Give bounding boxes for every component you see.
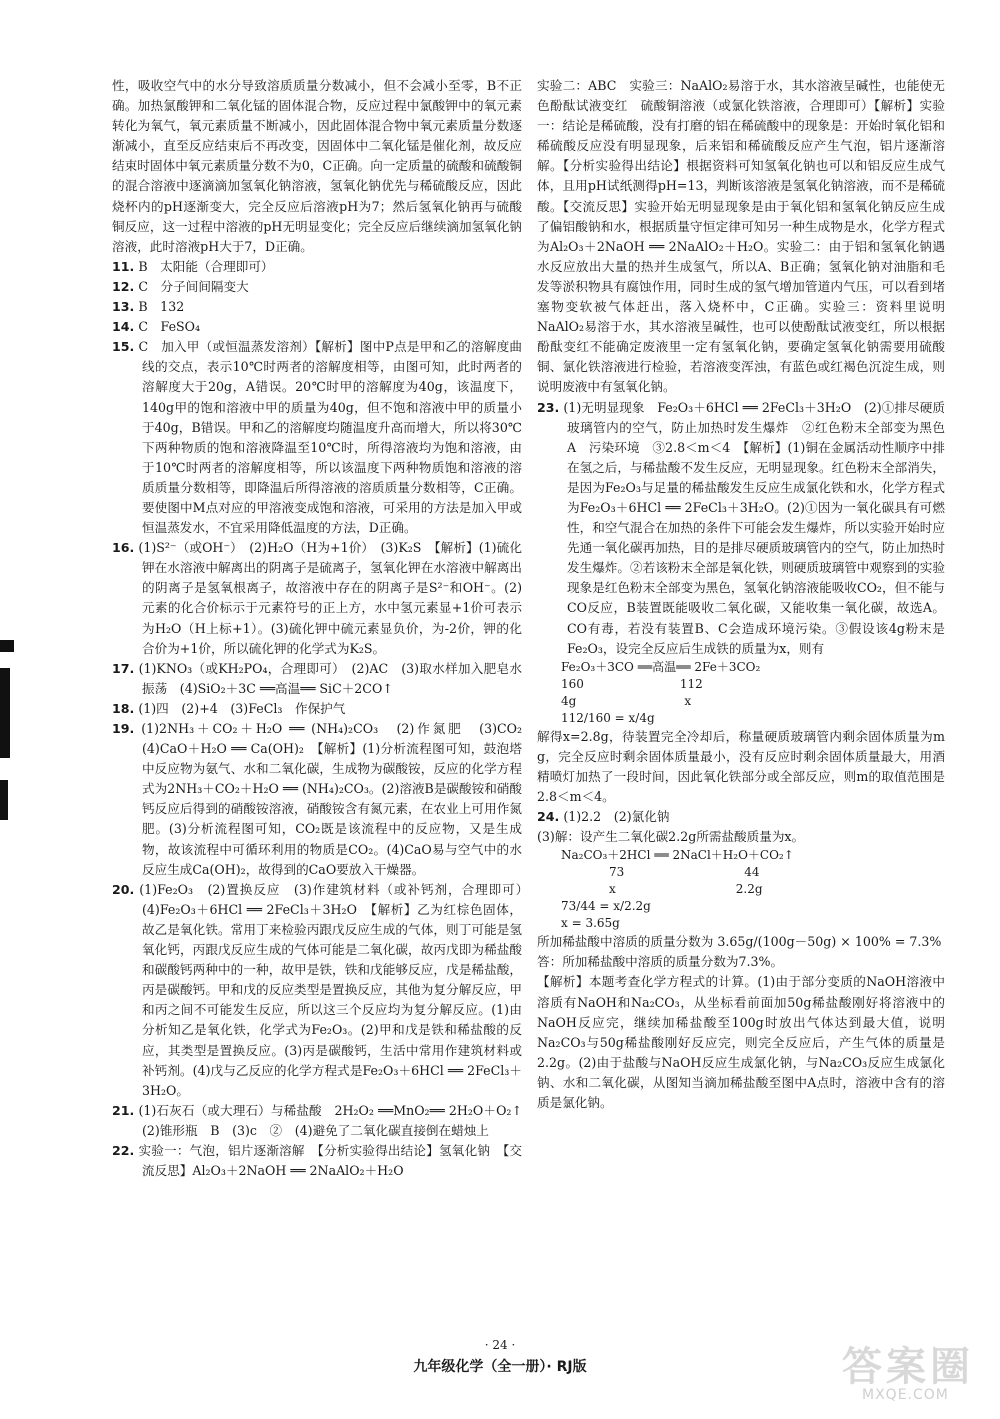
- answer-number: 21.: [112, 1102, 135, 1118]
- page-number: · 24 ·: [484, 1338, 516, 1352]
- answer-number: 23.: [537, 399, 560, 415]
- equation-line: Na₂CO₃＋2HCl ══ 2NaCl＋H₂O＋CO₂↑: [561, 848, 794, 863]
- answer-23: [537, 398, 958, 659]
- answer-number: 15.: [112, 339, 135, 355]
- answer-number: 12.: [112, 278, 135, 294]
- answer-14: [112, 317, 522, 337]
- answer-number: 18.: [112, 700, 135, 716]
- book-title: 九年级化学（全一册）· RJ版: [413, 1359, 587, 1375]
- left-continuation-paragraph: 性，吸收空气中的水分导致溶质质量分数减小，但不会减小至零，B不正确。加热氯酸钾和二氧化锰的固体混合物，反应过程中氯酸钾中的氧元素转化为氧气，氧元素质量不断减小，因此固体混合物中氧元素质量分数逐渐减小，直至反应结束后不再改变，因固体中二氧化锰是催化剂，故反应结束时固体中氧元素质量分数不为0，C正确。向一定质量的硫酸和硫酸铜的混合溶液中逐滴滴加氢氧化钠溶液，氢氧化钠优先与稀硫酸反应，因此烧杯内的pH逐渐变大，完全反应后溶液pH为7；然后氢氧化钠再与硫酸铜反应，这一过程中溶液的pH无明显变化；完全反应后继续滴加氢氧化钠溶液，此时溶液pH大于7，D正确。: [112, 78, 522, 254]
- answer-text: 实验一：气泡，铝片逐渐溶解 【分析实验得出结论】氢氧化钠 【交流反思】Al₂O₃＋2NaOH ══ 2NaAlO₂＋H₂O: [138, 1142, 522, 1179]
- answer-number: 19.: [112, 721, 135, 736]
- equation-line: Fe₂O₃＋3CO ══高温══ 2Fe＋3CO₂: [561, 659, 761, 674]
- answer-21: [112, 1101, 535, 1141]
- answer-text: C 分子间间隔变大: [138, 278, 249, 294]
- answer-number: 24.: [537, 809, 560, 825]
- answer-number: 13.: [112, 299, 135, 315]
- answer-text: (1)石灰石（或大理石）与稀盐酸 2H₂O₂ ══MnO₂══ 2H₂O＋O₂↑ (2)锥形瓶 B (3)c ② (4)避免了二氧化碳直接倒在蜡烛上: [138, 1102, 535, 1138]
- equation-line: 73/44 = x/2.2g: [561, 899, 651, 914]
- equation-line: x 2.2g: [561, 882, 763, 897]
- answer-text: (1)2NH₃＋CO₂＋H₂O ══ (NH₄)₂CO₃ (2)作氮肥 (3)CO₂ (4)CaO＋H₂O ══ Ca(OH)₂ 【解析】(1)分析流程图可知，鼓泡塔中反应物为氨气、水和二氧化碳，生成物为碳酸铵，反应的化学方程式为2NH₃＋CO₂＋H₂O ══ (NH₄)₂CO₃。(2)溶液B是碳酸铵和硝酸钙反应后得到的硝酸铵溶液，硝酸铵含有氮元素，在农业上可用作氮肥。(3)分析流程图可知，CO₂既是该流程中的反应物，又是生成物，故该流程中可循环利用的物质是CO₂。(4)CaO易与空气中的水反应生成Ca(OH)₂，故得到的CaO要放入干燥器。: [141, 721, 535, 877]
- answer-15: [112, 337, 522, 538]
- answer-24-fraction: 所加稀盐酸中溶质的质量分数为 3.65g/(100g－50g) × 100% = 7.3%: [537, 934, 942, 950]
- watermark-url: MXQE.COM: [862, 1387, 949, 1403]
- answer-number: 14.: [112, 319, 135, 335]
- answer-number: 16.: [112, 540, 135, 556]
- watermark: [842, 1335, 992, 1413]
- equation-line: 160 112: [561, 676, 703, 691]
- answer-text: C 加入甲（或恒温蒸发溶剂）【解析】图中P点是甲和乙的溶解度曲线的交点，表示10℃时两者的溶解度相等，由图可知，此时两者的溶解度大于20g，A错误。20℃时甲的溶解度为40g，该温度下，140g甲的饱和溶液中甲的质量为40g，但不饱和溶液中甲的质量小于40g，B错误。甲和乙的溶解度均随温度升高而增大，所以将30℃下两种物质的饱和溶液降温至10℃时，所得溶液均为饱和溶液，由于10℃时两者的溶解度相等，所以该温度下两种物质饱和溶液的溶质质量分数相等，即降温后所得溶液的溶质质量分数相等，C正确。要使图中M点对应的甲溶液变成饱和溶液，可采用的方法是加入甲或恒温蒸发水，不宜采用降低温度的方法，D正确。: [138, 339, 522, 536]
- left-column: [112, 76, 535, 1181]
- answer-18: [112, 699, 522, 719]
- answer-text: (1)KNO₃（或KH₂PO₄，合理即可） (2)AC (3)取水样加入肥皂水振荡 (4)SiO₂＋3C ══高温══ SiC＋2CO↑: [138, 660, 522, 696]
- equation-line: 112/160 = x/4g: [561, 710, 655, 725]
- answer-number: 17.: [112, 660, 135, 676]
- answer-22: [112, 1141, 522, 1181]
- answer-24-answer: 答：所加稀盐酸中溶质的质量分数为7.3%。: [537, 954, 784, 970]
- answer-text: B 太阳能（合理即可）: [138, 258, 274, 274]
- right-column: [537, 76, 958, 1113]
- answer-text: (1)Fe₂O₃ (2)置换反应 (3)作建筑材料（或补钙剂，合理即可） (4)Fe₂O₃＋6HCl ══ 2FeCl₃＋3H₂O 【解析】乙为红棕色固体，故乙是氧化铁。常用丁来检验丙跟戊反应生成的气体，则丁可能是氢氧化钙，丙跟戊反应生成的气体可能是二氧化碳，故丙戊即为稀盐酸和碳酸钙两种中的一种，故甲是铁，铁和戊能够反应，戊是稀盐酸，丙是碳酸钙。甲和戊的反应类型是置换反应，其他为复分解反应，甲和丙之间不可能发生反应，所以这三个反应均为复分解反应。(1)由分析知乙是氧化铁，化学式为Fe₂O₃。(2)甲和戊是铁和稀盐酸的反应，其类型是置换反应。(3)丙是碳酸钙，生活中常用作建筑材料或补钙剂。(4)戊与乙反应的化学方程式是Fe₂O₃＋6HCl ══ 2FeCl₃＋3H₂O。: [139, 881, 535, 1098]
- scan-edge-mark: [0, 668, 10, 758]
- answer-13: [112, 297, 522, 317]
- answer-24-analysis: 【解析】本题考查化学方程式的计算。(1)由于部分变质的NaOH溶液中溶质有NaOH和Na₂CO₃，从坐标看前面加50g稀盐酸刚好将溶液中的NaOH反应完，继续加稀盐酸至100g时放出气体达到最大值，说明Na₂CO₃与50g稀盐酸刚好反应完，则完全反应后，产生气体的质量是2.2g。(2)由于盐酸与NaOH反应生成氯化钠，与Na₂CO₃反应生成氯化钠、水和二氧化碳，从图知当滴加稀盐酸至图中A点时，溶液中含有的溶质是氯化钠。: [537, 974, 945, 1111]
- answer-12: [112, 277, 522, 297]
- answer-20: [112, 880, 535, 1101]
- answer-number: 20.: [112, 881, 135, 897]
- answer-text: (1)2.2 (2)氯化钠: [563, 809, 670, 825]
- scan-edge-mark: [0, 640, 14, 652]
- answer-text: (1)S²⁻（或OH⁻） (2)H₂O（H为+1价） (3)K₂S 【解析】(1)硫化钾在水溶液中解离出的阴离子是硫离子，氢氧化钾在水溶液中解离出的阴离子是氢氧根离子，故溶液中存在的阴离子是S²⁻和OH⁻。(2)元素的化合价标示于元素符号的正上方，水中氢元素显+1价可表示为H₂O（H上标+1）。(3)硫化钾中硫元素显负价，为-2价，钾的化合价为+1价，所以硫化钾的化学式为K₂S。: [138, 540, 522, 656]
- answer-text: (1)四 (2)+4 (3)FeCl₃ 作保护气: [138, 700, 346, 716]
- equation-line: x = 3.65g: [561, 916, 620, 931]
- answer-text: B 132: [138, 299, 185, 315]
- answer-text: (1)无明显现象 Fe₂O₃＋6HCl ══ 2FeCl₃＋3H₂O (2)①排尽硬质玻璃管内的空气，防止加热时发生爆炸 ②红色粉末全部变为黑色 A 污染环境 ③2.8＜m＜4 【解析】(1)铜在金属活动性顺序中排在氢之后，与稀盐酸不发生反应，无明显现象。红色粉末全部消失，是因为Fe₂O₃与足量的稀盐酸发生反应生成氯化铁和水，化学方程式为Fe₂O₃＋6HCl ══ 2FeCl₃＋3H₂O。(2)①因为一氧化碳具有可燃性，和空气混合在加热的条件下可能会发生爆炸，所以实验开始时应先通一氧化碳再加热，目的是排尽硬质玻璃管内的空气，防止加热时发生爆炸。②若该粉末全部是氧化铁，则硬质玻璃管中观察到的实验现象是红色粉末全部变为黑色，氢氧化钠溶液能吸收CO₂，但不能与CO反应，B装置既能吸收二氧化碳，又能收集一氧化碳，故选A。CO有毒，若没有装置B、C会造成环境污染。③假设该4g粉末是Fe₂O₃，设完全反应后生成铁的质量为x，则有: [563, 399, 958, 656]
- answer-23-conclusion: 解得x=2.8g，待装置完全冷却后，称量硬质玻璃管内剩余固体质量为m g，完全反应时剩余固体质量最小，没有反应时剩余固体质量最大，用酒精喷灯加热了一段时间，因此氧化铁部分或全部反应，则m的取值范围是2.8＜m＜4。: [537, 728, 945, 804]
- answer-number: 11.: [112, 258, 135, 274]
- answer-17: [112, 659, 522, 699]
- answer-24: [537, 807, 945, 827]
- answer-11: [112, 257, 522, 277]
- scan-edge-mark: [0, 780, 8, 820]
- right-continuation-paragraph: 实验二：ABC 实验三：NaAlO₂易溶于水，其水溶液呈碱性，也能使无色酚酞试液变红 硫酸铜溶液（或氯化铁溶液，合理即可）【解析】实验一：结论是稀硫酸，没有打磨的铝在稀硫酸中的现象是：开始时氧化铝和稀硫酸反应没有明显现象，后来铝和稀硫酸反应产生气泡，铝片逐渐溶解。【分析实验得出结论】根据资料可知氢氧化钠也可以和铝反应生成气体，且用pH试纸测得pH=13，判断该溶液是氢氧化钠溶液，而不是稀硫酸。【交流反思】实验开始无明显现象是由于氧化铝和氢氧化钠反应生成了偏铝酸钠和水，根据质量守恒定律可知另一种生成物是水，化学方程式为Al₂O₃＋2NaOH ══ 2NaAlO₂＋H₂O。实验二：由于铝和氢氧化钠遇水反应放出大量的热并生成氢气，所以A、B正确；氢氧化钠对油脂和毛发等淤积物具有腐蚀作用，同时生成的氢气增加管道内气压，可以看到堵塞物变软被气体赶出，落入烧杯中，C正确。实验三：资料里说明NaAlO₂易溶于水，其水溶液呈碱性，也可以使酚酞试液变红，所以根据酚酞变红不能确定废液里一定有氢氧化钠，要确定氢氧化钠需要用硫酸铜、氯化铁溶液进行检验，若溶液变浑浊，有蓝色或红褐色沉淀生成，则说明废液中有氢氧化钠。: [537, 78, 945, 395]
- answer-24-solution: (3)解：设产生二氧化碳2.2g所需盐酸质量为x。: [537, 829, 805, 845]
- watermark-text: 答案圈: [842, 1344, 974, 1390]
- equation-line: 4g x: [561, 693, 692, 708]
- equation-line: 73 44: [561, 865, 760, 880]
- answer-number: 22.: [112, 1142, 135, 1158]
- answer-text: C FeSO₄: [138, 319, 201, 335]
- answer-19: [112, 719, 535, 880]
- answer-16: [112, 538, 522, 659]
